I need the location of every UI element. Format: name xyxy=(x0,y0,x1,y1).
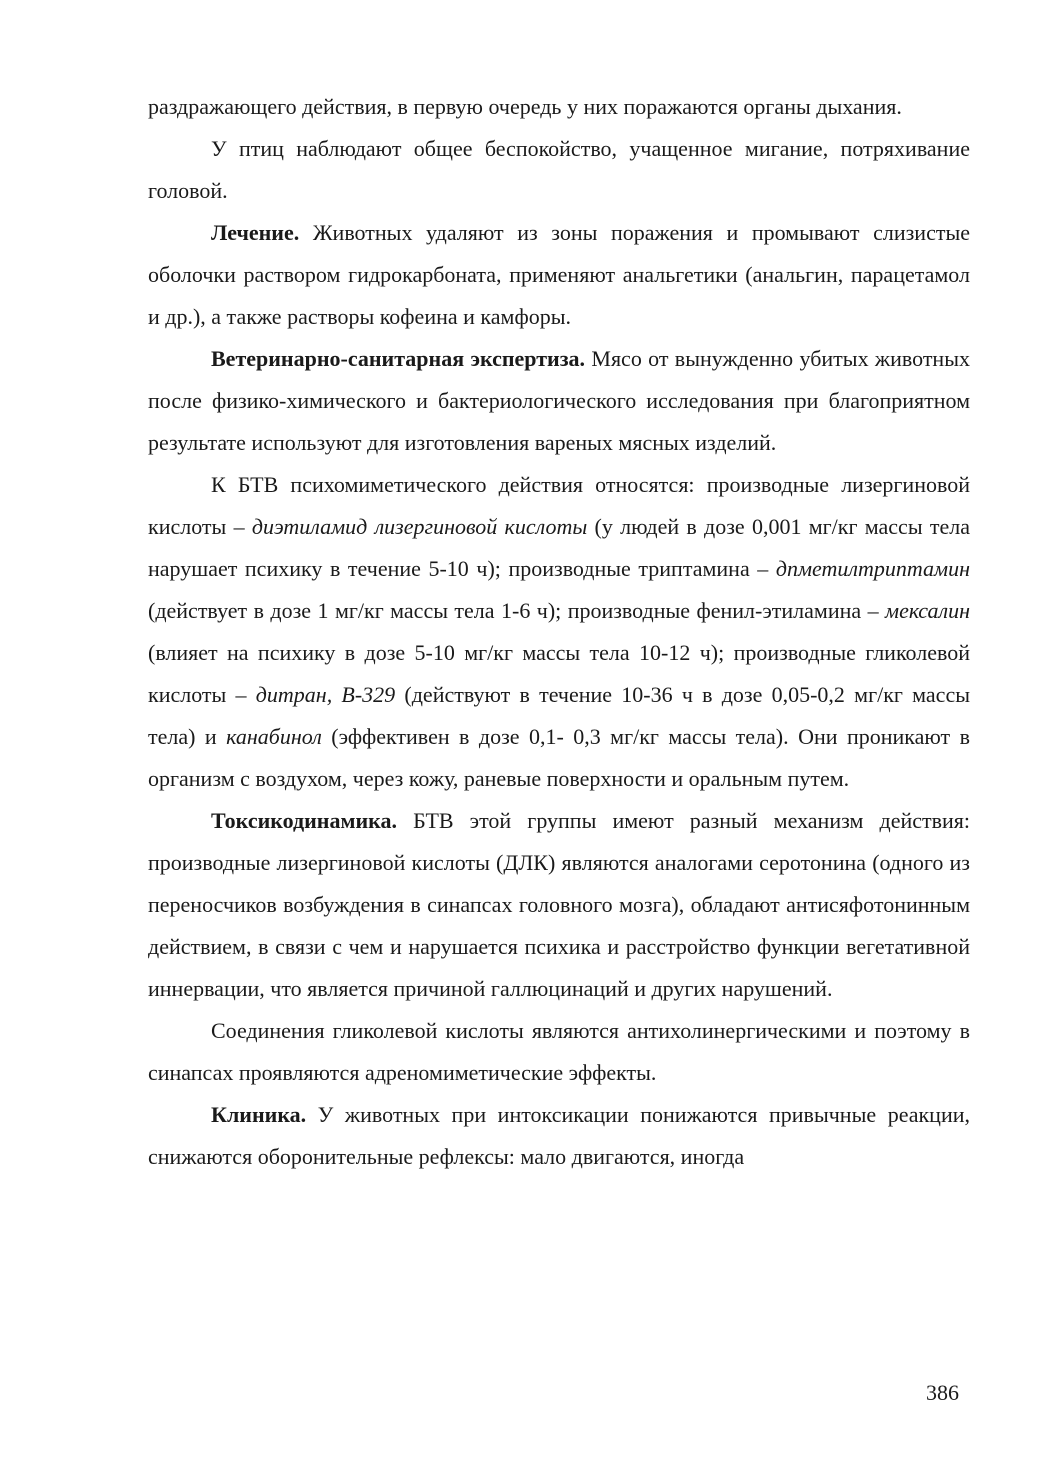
paragraph-text: (действует в дозе 1 мг/кг массы тела 1-6 ч); производные фенил-этиламина – xyxy=(148,598,886,623)
paragraph-respiratory xyxy=(148,86,970,128)
paragraph-text: (действуют в течение 10-36 ч в дозе 0,05-0,2 мг/кг массы тела) и xyxy=(148,682,970,749)
paragraph-text: (у людей в дозе 0,001 мг/кг массы тела нарушает психику в течение 5-10 ч); производные триптамина – xyxy=(148,514,970,581)
paragraph-text: Мясо от вынужденно убитых животных после физико-химического и бактериологического исследования при благоприятном результате используют для изготовления вареных мясных изделий. xyxy=(148,346,970,455)
page-number: 386 xyxy=(926,1380,959,1405)
paragraph-text: (эффективен в дозе 0,1- 0,3 мг/кг массы тела). Они проникают в организм с воздухом, через кожу, раневые поверхности и оральным путем. xyxy=(148,724,970,791)
page-body xyxy=(148,86,970,1178)
paragraph-psychomimetic xyxy=(148,464,970,800)
paragraph-treatment xyxy=(148,212,970,338)
substance-name: канабинол xyxy=(226,724,322,749)
section-heading-toxicodynamics: Токсикодинамика. xyxy=(211,808,397,833)
paragraph-vet-expertise xyxy=(148,338,970,464)
paragraph-text: БТВ этой группы имеют разный механизм действия: производные лизергиновой кислоты (ДЛК) являются аналогами серотонина (одного из переносчиков возбуждения в синапсах головного мозга), обладают антисяфотонинным действием, в связи с чем и нарушается психика и расстройство функции вегетативной иннервации, что является причиной галлюцинаций и других нарушений. xyxy=(148,808,970,1001)
paragraph-text: (влияет на психику в дозе 5-10 мг/кг массы тела 10-12 ч); производные гликолевой кислоты – xyxy=(148,640,970,707)
paragraph-text: К БТВ психомиметического действия относятся: производные лизергиновой кислоты – xyxy=(148,472,970,539)
section-heading-clinic: Клиника. xyxy=(211,1102,307,1127)
paragraph-text: Соединения гликолевой кислоты являются антихолинергическими и поэтому в синапсах проявляются адреномиметические эффекты. xyxy=(148,1018,970,1085)
substance-name: мексалин xyxy=(885,598,970,623)
substance-name: дитран, В-329 xyxy=(255,682,396,707)
section-heading-vet-expertise: Ветеринарно-санитарная экспертиза. xyxy=(211,346,586,371)
substance-name: дпметилтриптамин xyxy=(775,556,970,581)
paragraph-birds xyxy=(148,128,970,212)
paragraph-text: У животных при интоксикации понижаются привычные реакции, снижаются оборонительные рефлексы: мало двигаются, иногда xyxy=(148,1102,970,1169)
paragraph-clinic xyxy=(148,1094,970,1178)
substance-name: диэтиламид лизергиновой кислоты xyxy=(251,514,588,539)
section-heading-treatment: Лечение. xyxy=(211,220,300,245)
paragraph-text: У птиц наблюдают общее беспокойство, учащенное мигание, потряхивание головой. xyxy=(148,136,970,203)
paragraph-text: раздражающего действия, в первую очередь у них поражаются органы дыхания. xyxy=(148,94,902,119)
paragraph-toxicodynamics xyxy=(148,800,970,1010)
paragraph-text: Животных удаляют из зоны поражения и промывают слизистые оболочки раствором гидрокарбоната, применяют анальгетики (анальгин, парацетамол и др.), а также растворы кофеина и камфоры. xyxy=(148,220,970,329)
paragraph-glycolic xyxy=(148,1010,970,1094)
